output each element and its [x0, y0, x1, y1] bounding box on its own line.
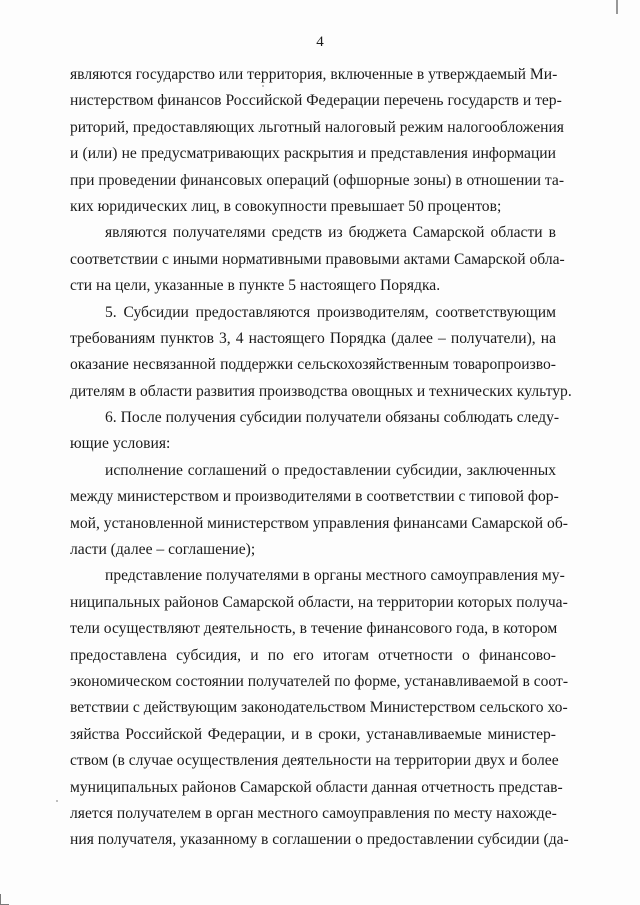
text-line: предоставлена субсидия, и по его итогам отчетности о финансово-: [70, 646, 556, 664]
text-line: сти на цели, указанные в пункте 5 настоящего Порядка.: [70, 277, 441, 295]
text-line: ния получателя, указанному в соглашении о предоставлении субсидии (да-: [70, 831, 569, 849]
text-line: риторий, предоставляющих льготный налоговый режим налогообложения: [70, 118, 564, 136]
scan-speck: [56, 800, 58, 802]
paragraph: [70, 62, 565, 220]
text-line: между министерством и производителями в соответствии с типовой фор-: [70, 488, 559, 506]
text-line: соответствии с иными нормативными правовыми актами Самарской обла-: [70, 250, 565, 268]
text-line: нистерством финансов Российской Федерации перечень государств и тер-: [70, 92, 562, 110]
paragraph: [70, 300, 572, 406]
text-line: ветствии с действующим законодательством Министерством сельского хо-: [70, 699, 568, 717]
text-line: и (или) не предусматривающих раскрытия и представления информации: [70, 145, 556, 163]
text-line: оказание несвязанной поддержки сельскохозяйственным товаропроизво-: [70, 356, 556, 374]
text-line: ляется получателем в орган местного самоуправления по месту нахожде-: [70, 804, 557, 822]
paragraph: [70, 220, 565, 299]
text-line: ниципальных районов Самарской области, на территории которых получа-: [70, 593, 568, 611]
document-body: [70, 62, 572, 854]
scan-corner-mark: [0, 894, 9, 905]
text-line: дителям в области развития производства овощных и технических культур.: [70, 382, 572, 400]
text-line: являются получателями средств из бюджета Самарской области в: [105, 224, 556, 242]
page-number: 4: [316, 34, 324, 50]
text-line: ласти (далее – соглашение);: [70, 541, 256, 559]
text-line: исполнение соглашений о предоставлении субсидии, заключенных: [105, 461, 556, 479]
text-line: тели осуществляют деятельность, в течение финансового года, в котором: [70, 620, 558, 638]
text-line: при проведении финансовых операций (офшорные зоны) в отношении та-: [70, 171, 565, 189]
text-line: являются государство или территория, включенные в утверждаемый Ми-: [70, 66, 558, 83]
text-line: ющие условия:: [70, 435, 171, 453]
text-line: 5. Субсидии предоставляются производителям, соответствующим: [105, 303, 556, 321]
text-line: требованиям пунктов 3, 4 настоящего Порядка (далее – получатели), на: [70, 329, 556, 347]
text-line: ством (в случае осуществления деятельности на территории двух и более: [70, 752, 559, 770]
text-line: представление получателями в органы местного самоуправления му-: [105, 567, 565, 585]
text-line: мой, установленной министерством управления финансами Самарской об-: [70, 514, 568, 532]
paragraph: [70, 405, 560, 458]
text-line: зяйства Российской Федерации, и в сроки, устанавливаемые министер-: [70, 725, 556, 743]
paragraph: [70, 563, 569, 853]
paragraph: [70, 458, 568, 564]
text-line: экономическом состоянии получателей по форме, устанавливаемой в соот-: [70, 672, 569, 690]
scan-mark: [616, 0, 618, 14]
text-line: 6. После получения субсидии получатели обязаны соблюдать следу-: [105, 409, 560, 427]
text-line: ких юридических лиц, в совокупности превышает 50 процентов;: [70, 197, 502, 215]
text-line: муниципальных районов Самарской области данная отчетность представ-: [70, 778, 563, 796]
